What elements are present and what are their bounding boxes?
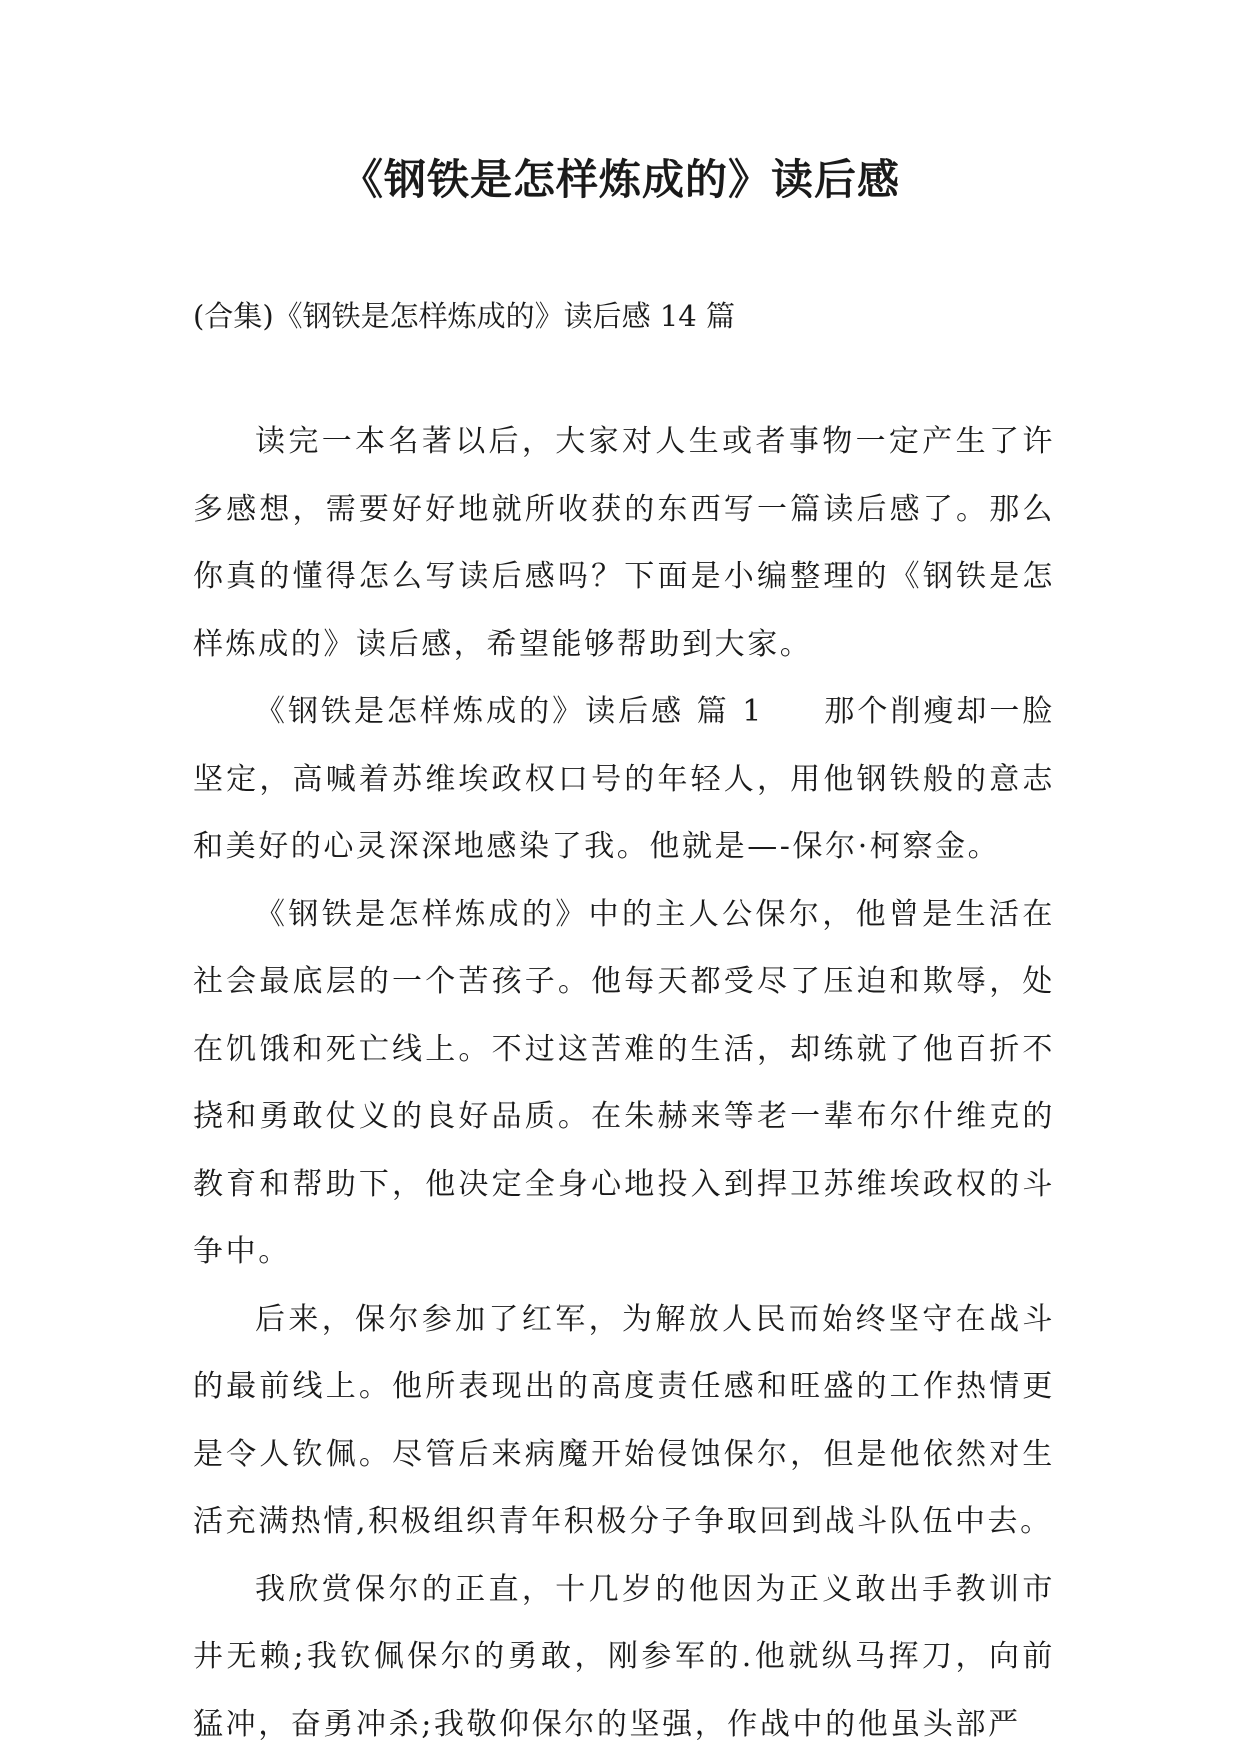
paragraph-section-1 [193,678,1055,881]
paragraph-red-army: 后来，保尔参加了红军，为解放人民而始终坚守在战斗的最前线上。他所表现出的高度责任感和旺盛的工作热情更是令人钦佩。尽管后来病魔开始侵蚀保尔，但是他依然对生活充满热情,积极组织青年积极分子争取回到战斗队伍中去。 [193,1286,1055,1556]
paragraph-intro: 读完一本名著以后，大家对人生或者事物一定产生了许多感想，需要好好地就所收获的东西写一篇读后感了。那么你真的懂得怎么写读后感吗？下面是小编整理的《钢铁是怎样炼成的》读后感，希望能够帮助到大家。 [193,408,1055,678]
paragraph-protagonist: 《钢铁是怎样炼成的》中的主人公保尔，他曾是生活在社会最底层的一个苦孩子。他每天都受尽了压迫和欺辱，处在饥饿和死亡线上。不过这苦难的生活，却练就了他百折不挠和勇敢仗义的良好品质。在朱赫来等老一辈布尔什维克的教育和帮助下，他决定全身心地投入到捍卫苏维埃政权的斗争中。 [193,881,1055,1286]
section-1-heading: 《钢铁是怎样炼成的》读后感 篇 1 [255,694,764,729]
document-title: 《钢铁是怎样炼成的》读后感 [0,150,1241,210]
document-body [193,408,1055,1758]
document-subtitle: (合集)《钢铁是怎样炼成的》读后感 14 篇 [193,296,1073,336]
paragraph-admiration: 我欣赏保尔的正直，十几岁的他因为正义敢出手教训市井无赖;我钦佩保尔的勇敢，刚参军的.他就纵马挥刀，向前猛冲，奋勇冲杀;我敬仰保尔的坚强，作战中的他虽头部严 [193,1556,1055,1758]
section-1-text: 那个削瘦却一脸坚定，高喊着苏维埃政权口号的年轻人，用他钢铁般的意志和美好的心灵深深地感染了我。他就是—-保尔·柯察金。 [193,694,1055,864]
